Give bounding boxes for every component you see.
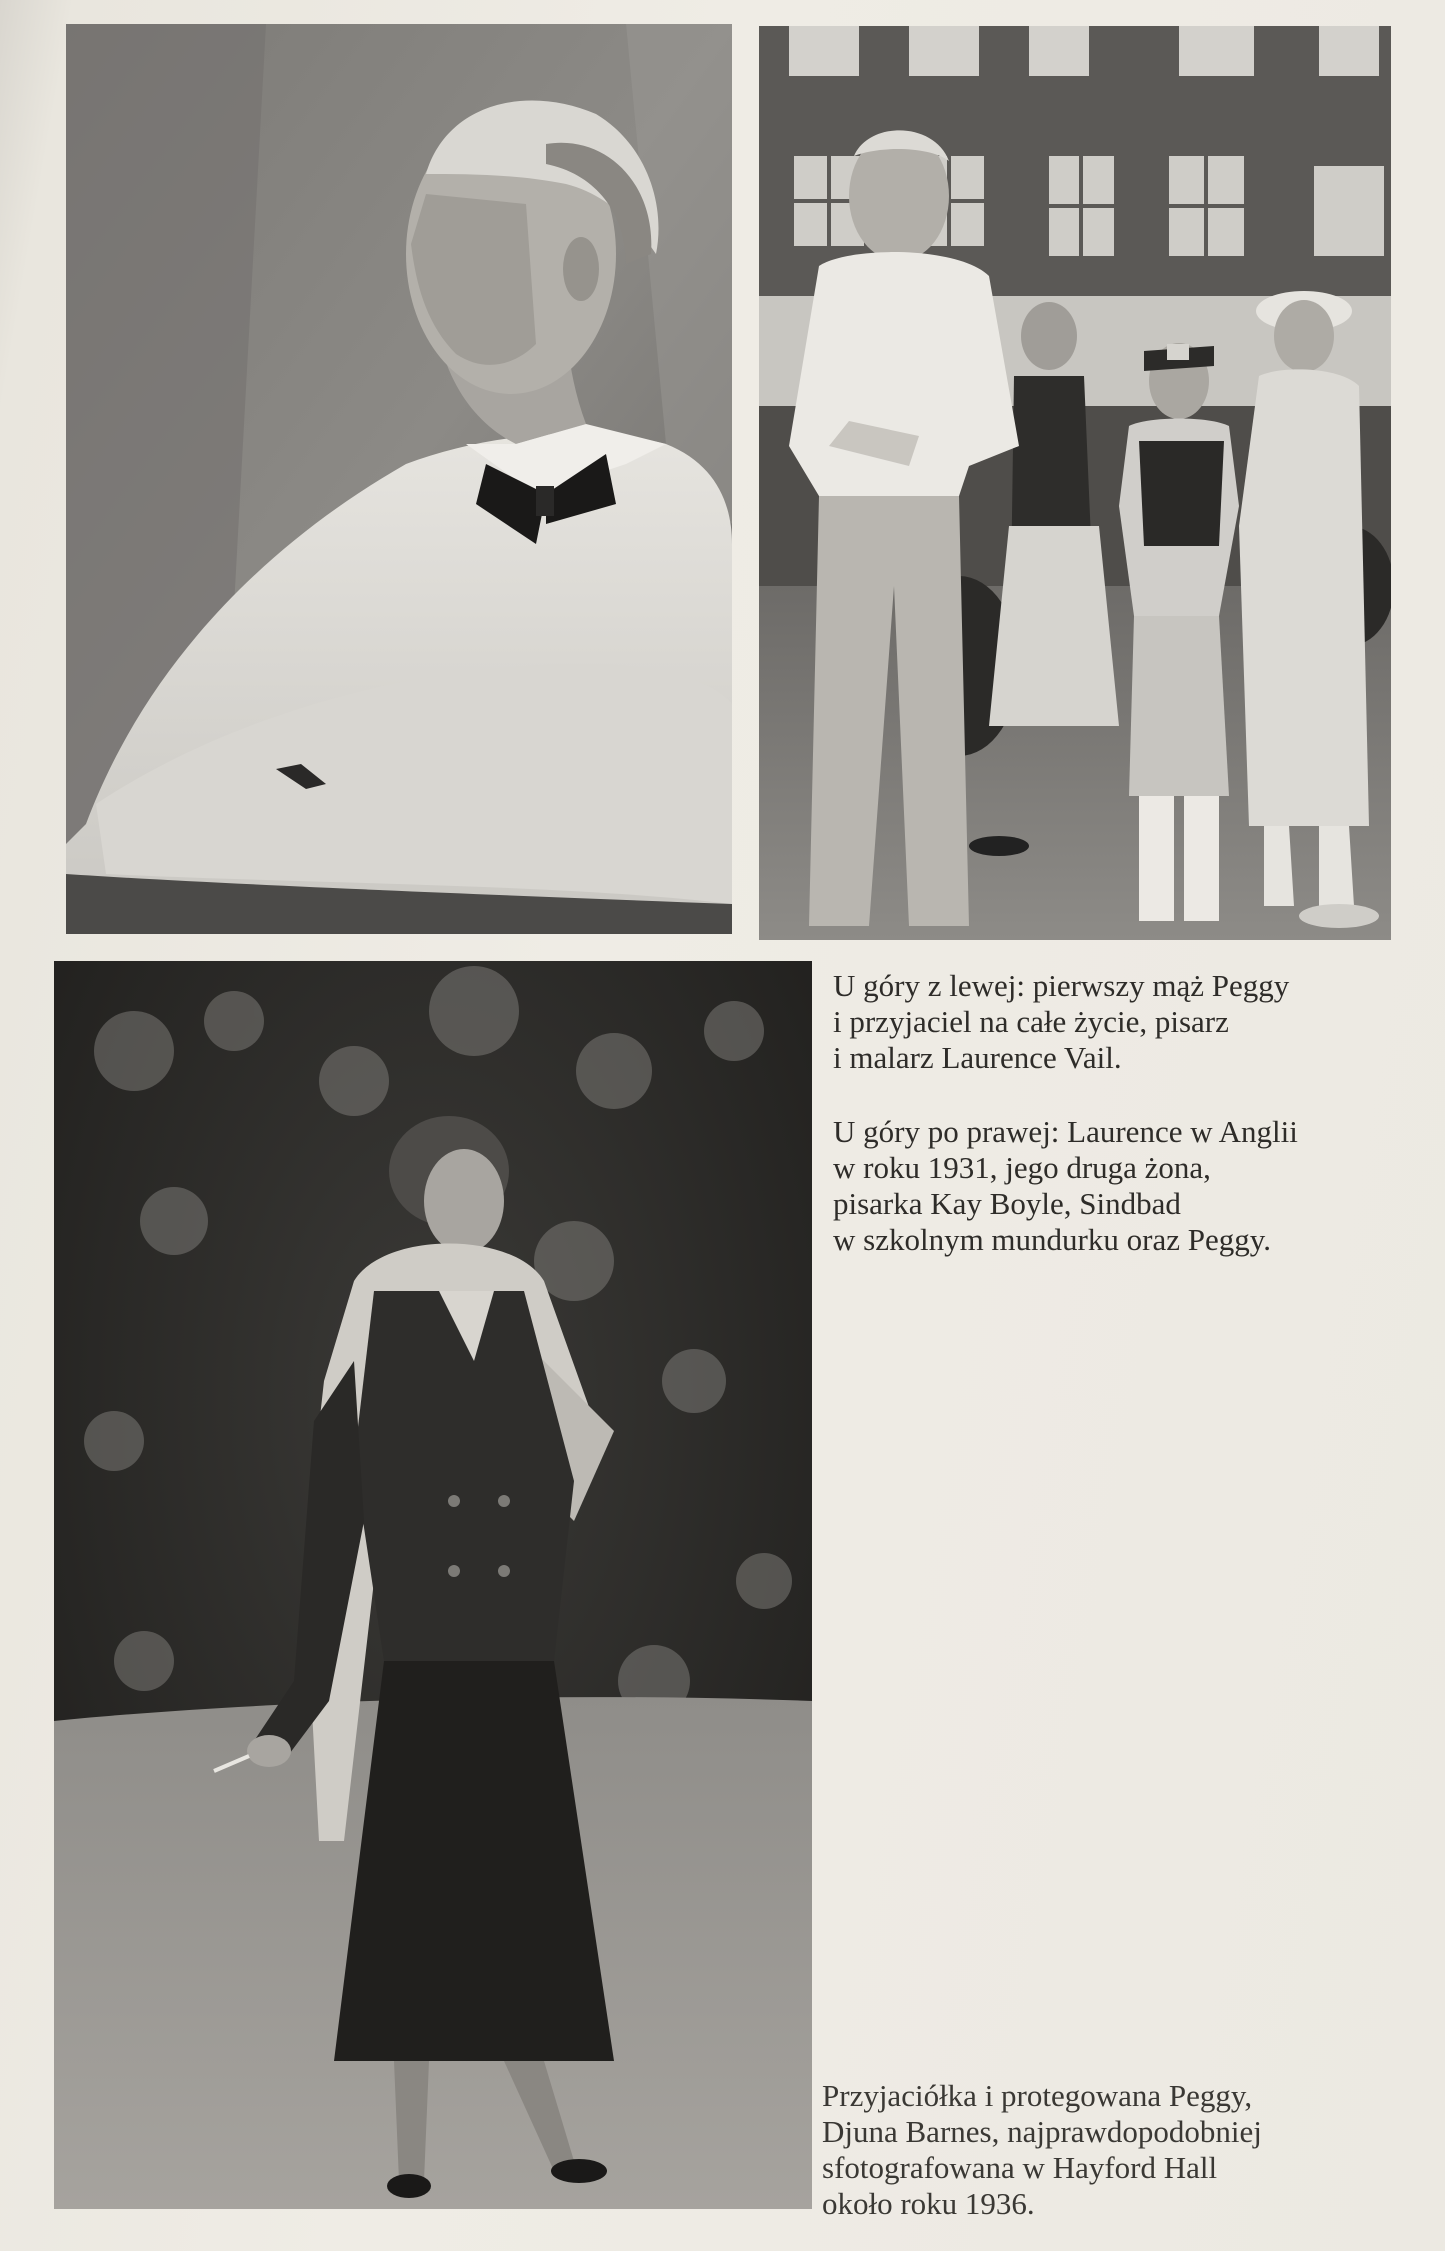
caption-top-right-line-2: w roku 1931, jego druga żona,	[833, 1150, 1211, 1185]
photo-djuna-barnes-hayford-hall-image	[54, 961, 812, 2209]
caption-top-left-line-1: U góry z lewej: pierwszy mąż Peggy	[833, 968, 1290, 1003]
caption-top-right	[833, 1114, 1298, 1258]
caption-bottom-line-1: Przyjaciółka i protegowana Peggy,	[822, 2078, 1253, 2113]
caption-bottom-line-4: około roku 1936.	[822, 2186, 1035, 2221]
caption-top-left-line-3: i malarz Laurence Vail.	[833, 1040, 1122, 1075]
photo-group-england-1931-image	[759, 26, 1391, 940]
caption-top-right-line-3: pisarka Kay Boyle, Sindbad	[833, 1186, 1181, 1221]
photo-group-england-1931	[759, 26, 1391, 940]
caption-top-right-line-1: U góry po prawej: Laurence w Anglii	[833, 1114, 1298, 1149]
caption-top-right-line-4: w szkolnym mundurku oraz Peggy.	[833, 1222, 1271, 1257]
photo-djuna-barnes-hayford-hall	[54, 961, 812, 2209]
caption-bottom	[822, 2078, 1262, 2222]
photo-portrait-laurence-vail	[66, 24, 732, 934]
photo-portrait-laurence-vail-image	[66, 24, 732, 934]
caption-bottom-line-3: sfotografowana w Hayford Hall	[822, 2150, 1218, 2185]
caption-top-left-line-2: i przyjaciel na całe życie, pisarz	[833, 1004, 1229, 1039]
caption-top-left	[833, 968, 1289, 1076]
caption-bottom-line-2: Djuna Barnes, najprawdopodobniej	[822, 2114, 1262, 2149]
